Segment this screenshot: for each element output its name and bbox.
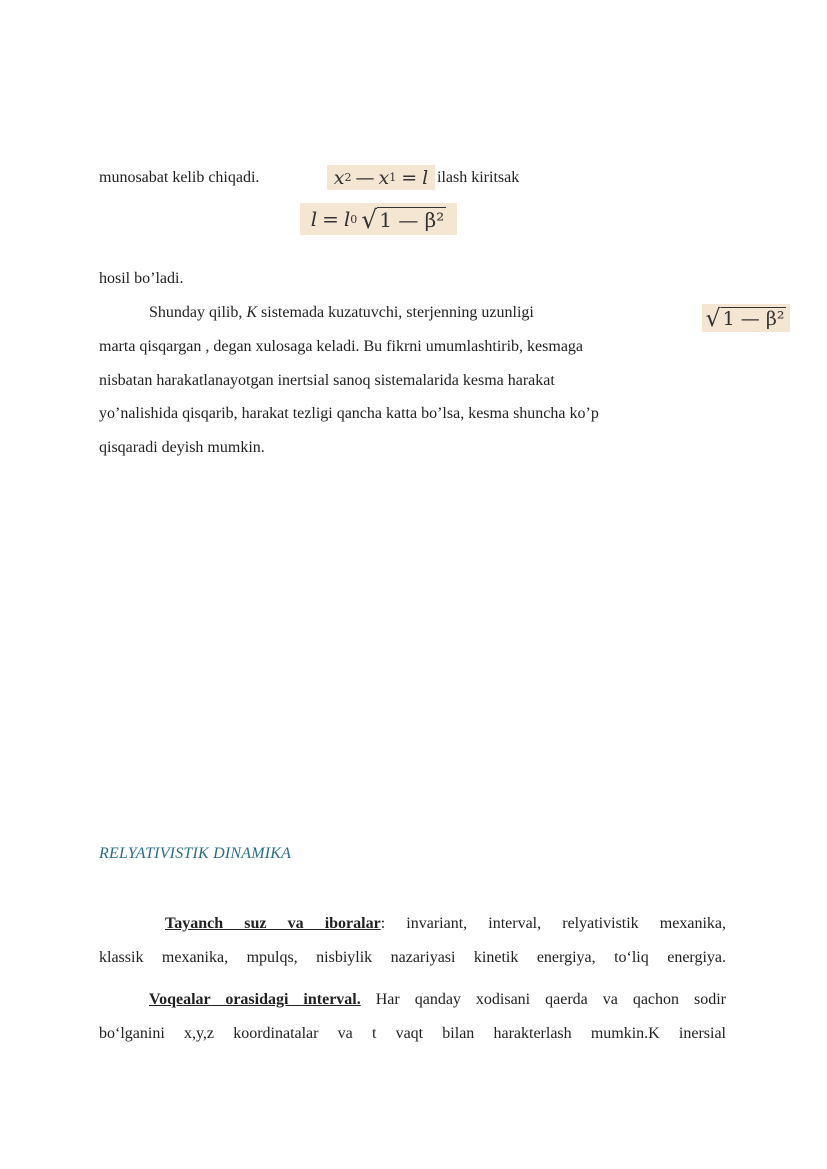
formula-sub-1: 1 [389, 171, 397, 184]
para1-line4: yo’nalishida qisqarib, harakat tezligi qancha katta bo’lsa, kesma shuncha ko’p [99, 405, 599, 422]
formula-minus: — [355, 166, 375, 189]
formula-radicand: 1 — β² [379, 207, 445, 232]
formula-radicand-2: 1 — β² [722, 307, 785, 330]
formula-equals-2: = [322, 207, 339, 231]
para1-line2: marta qisqargan , degan xulosaga keladi. Bu fikrni umumlashtirib, kesmaga [99, 338, 584, 355]
para1-line1 [149, 303, 534, 323]
interval-line1 [99, 990, 726, 1010]
keywords-line2: klassik mexanika, mpulqs, nisbiylik nazariyasi kinetik energiya, to‘liq energiya. [99, 949, 726, 966]
formula-equals: = [401, 166, 418, 189]
interval-line2: bo‘lganini x,y,z koordinatalar va t vaqt bilan harakterlash mumkin.K inersial [99, 1025, 726, 1042]
para1-line5: qisqaradi deyish mumkin. [99, 439, 265, 456]
keywords-rest: : invariant, interval, relyativistik mexanika, [380, 915, 726, 932]
text-ilash-kiritsak: ilash kiritsak [437, 169, 520, 186]
formula-x2-minus-x1 [327, 165, 435, 190]
formula-length-contraction [300, 203, 457, 235]
interval-rest: Har qanday xodisani qaerda va qachon sodir [360, 991, 727, 1008]
para1-k-var: K [246, 304, 258, 321]
formula-sub-2: 2 [344, 171, 352, 184]
formula-sqrt-1-beta2 [702, 304, 790, 332]
sqrt-icon: √ [361, 204, 378, 234]
keywords-label: Tayanch suz va iboralar [165, 915, 381, 932]
sqrt-icon-2: √ [705, 304, 721, 332]
section-heading: RELYATIVISTIK DINAMIKA [99, 845, 292, 862]
para1-line1-a: Shunday qilib, [149, 304, 247, 321]
formula-sub-0: 0 [350, 212, 358, 226]
formula-x-var-2: x [378, 166, 390, 189]
para1-line3: nisbatan harakatlanayotgan inertsial sanoq sistemalarida kesma harakat [99, 372, 555, 389]
keywords-line1 [99, 914, 726, 934]
formula-l0: l [343, 207, 351, 231]
formula-l-var: l [422, 166, 429, 189]
text-hosil-boladi: hosil bo’ladi. [99, 270, 184, 287]
interval-label: Voqealar orasidagi interval. [149, 991, 361, 1008]
text-munosabat: munosabat kelib chiqadi. [99, 169, 260, 186]
formula-l-lhs: l [310, 207, 318, 231]
formula-x-var: x [333, 166, 345, 189]
para1-line1-b: sistemada kuzatuvchi, sterjenning uzunligi [257, 304, 534, 321]
